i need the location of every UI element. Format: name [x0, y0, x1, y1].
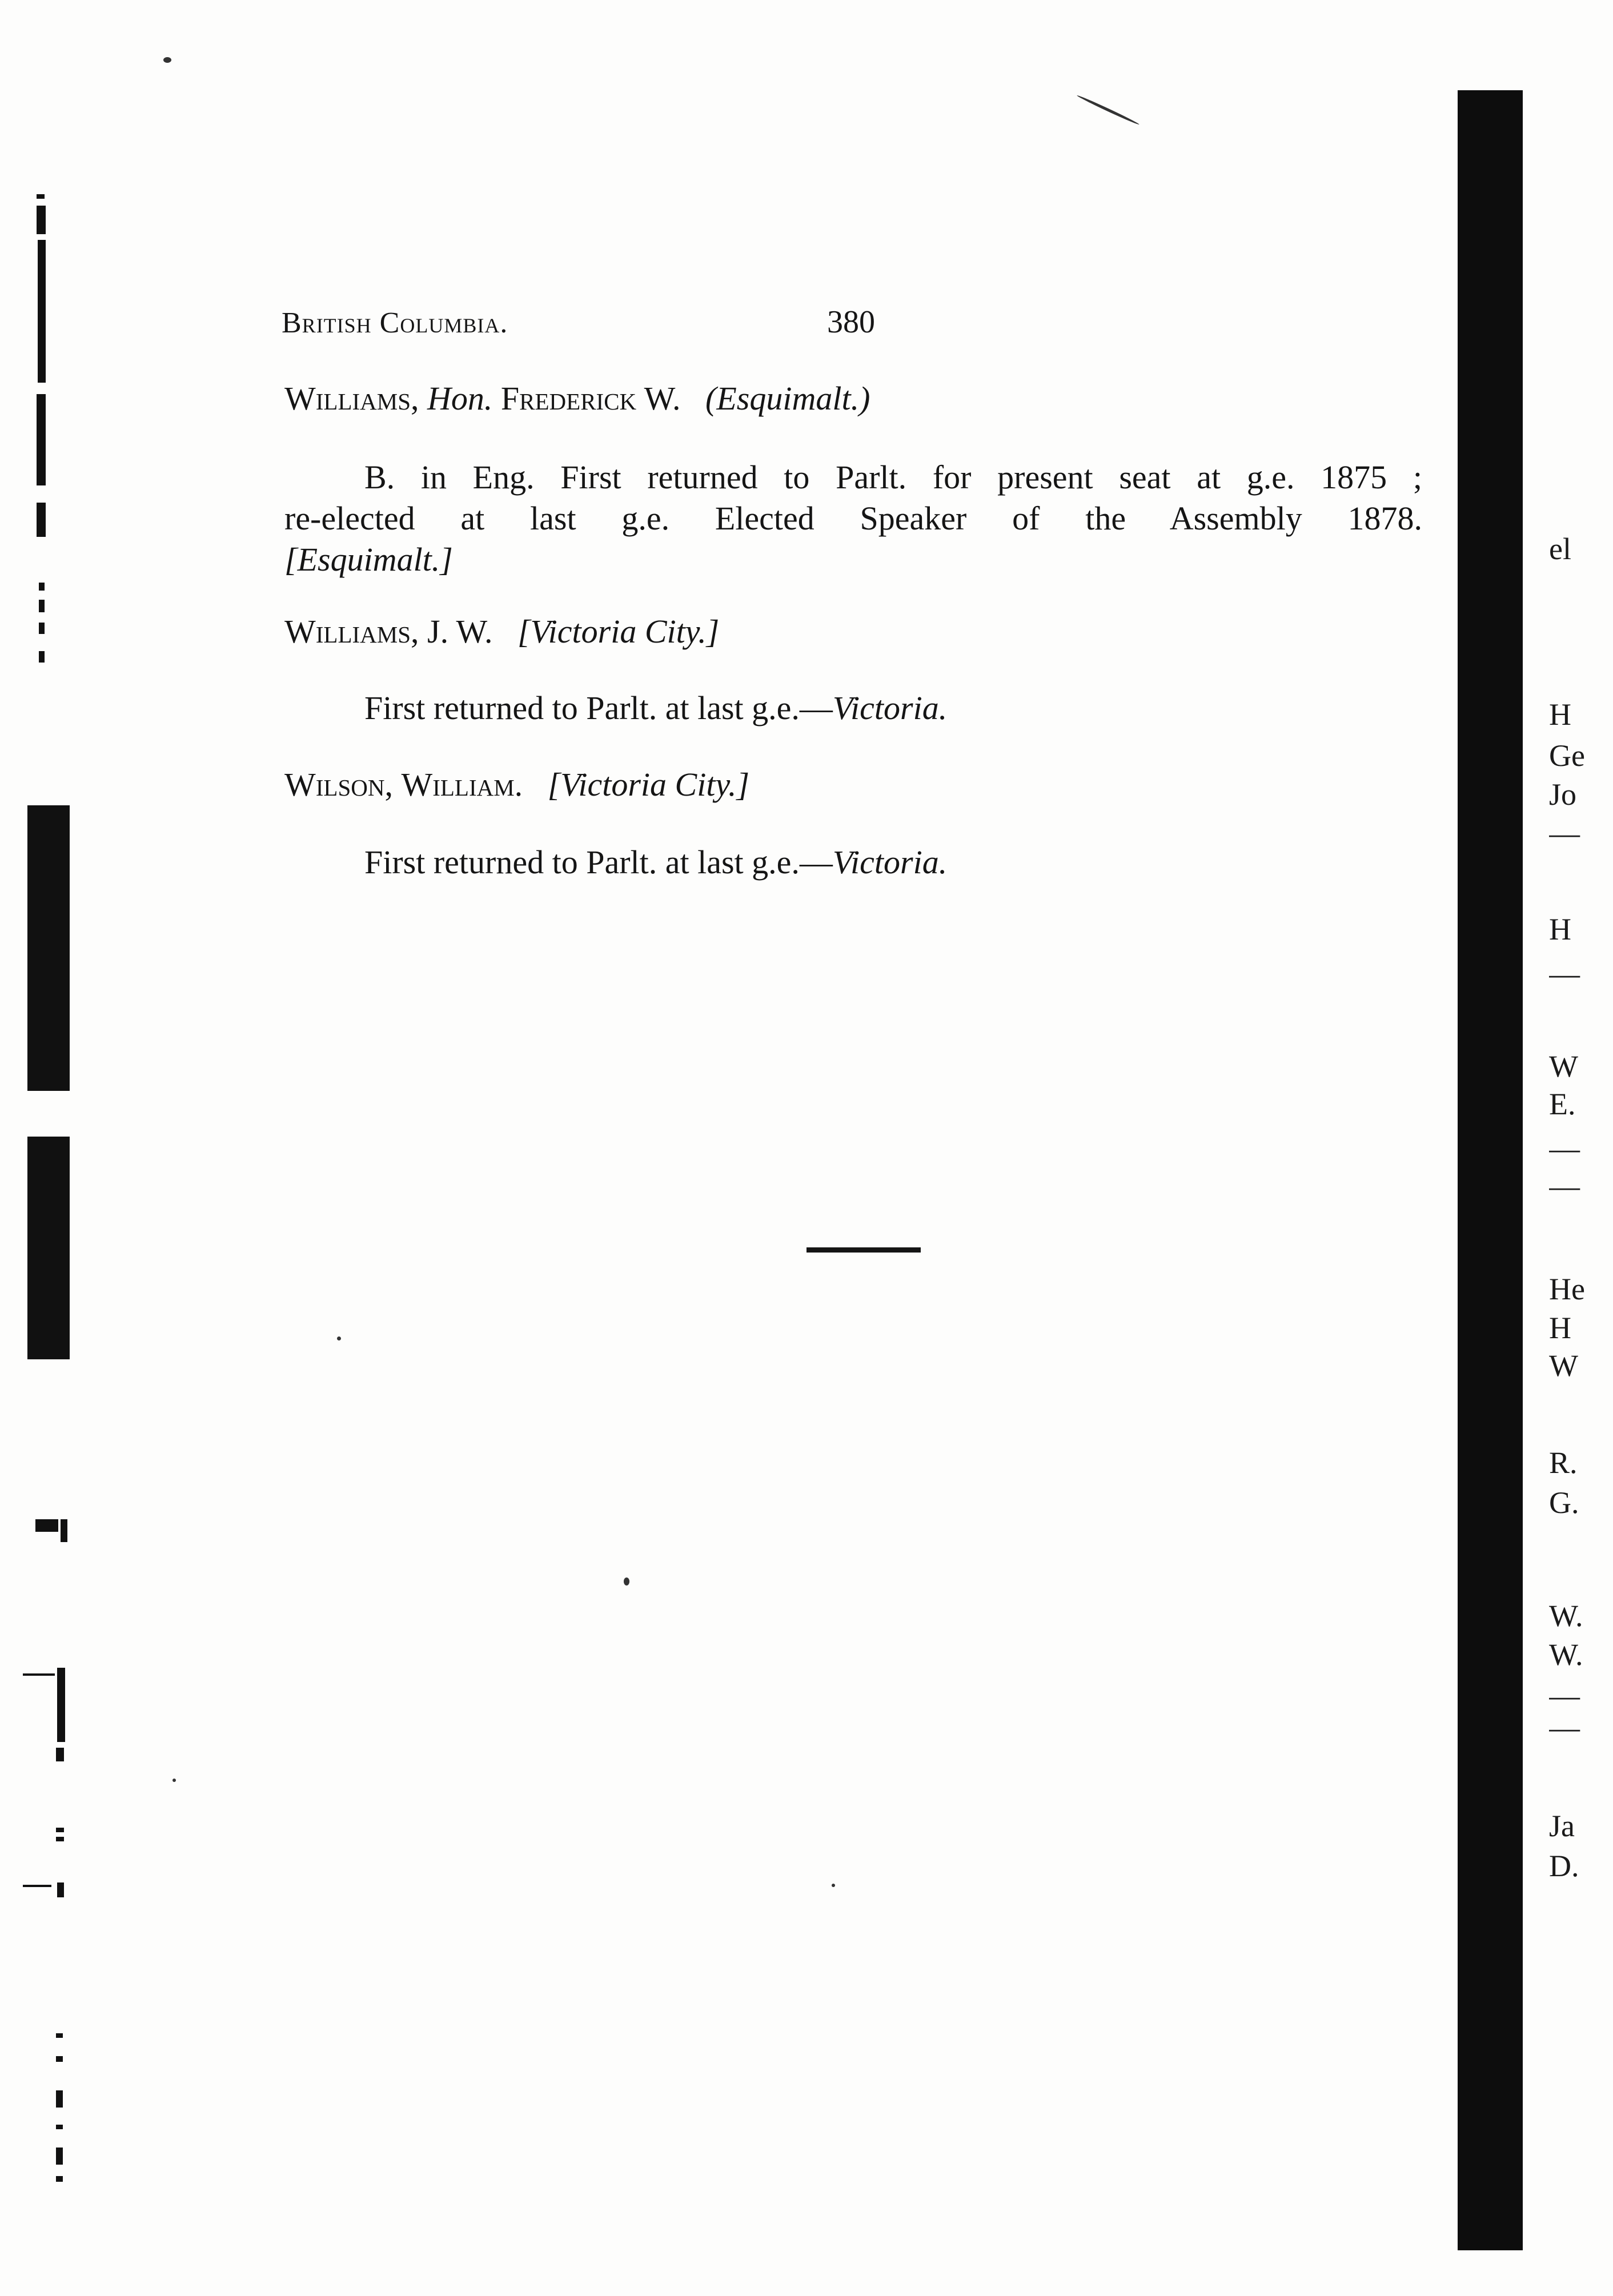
scan-speck — [163, 57, 171, 63]
fragment-text: H — [1549, 912, 1571, 946]
entry-heading — [284, 765, 749, 804]
fragment-text: — — [1549, 1711, 1580, 1745]
fragment-text: H — [1549, 697, 1571, 732]
scan-speck — [172, 1779, 176, 1782]
fragment-text: W. — [1549, 1637, 1583, 1672]
entry-body — [284, 688, 1427, 729]
entry-given-name: William. — [401, 766, 523, 803]
scan-speck — [337, 1336, 341, 1340]
fragment-text: D. — [1549, 1849, 1579, 1883]
entry-surname: Wilson, — [284, 766, 393, 803]
fragment-text: Ge — [1549, 738, 1585, 773]
running-head: British Columbia. — [282, 307, 508, 339]
entry-body-place: Victoria. — [832, 689, 948, 726]
adjacent-page-fragments — [1549, 0, 1613, 2296]
fragment-text: He — [1549, 1272, 1585, 1306]
entry-surname: Williams, — [284, 380, 419, 417]
fragment-text: W — [1549, 1348, 1578, 1383]
section-rule — [807, 1247, 921, 1253]
fragment-text: el — [1549, 532, 1571, 566]
fragment-text: R. — [1549, 1446, 1578, 1480]
fragment-text: G. — [1549, 1486, 1579, 1520]
entry-body-line — [284, 688, 1427, 729]
entry-body-text: First returned to Parlt. at last g.e.— — [364, 689, 833, 726]
entry-heading — [284, 379, 870, 418]
entry-heading — [284, 612, 719, 651]
entry-constituency: (Esquimalt.) — [705, 380, 870, 417]
entry-body-line: [Esquimalt.] — [284, 541, 453, 578]
entry-body-line: re-elected at last g.e. Elected Speaker of the Assembly 1878. — [284, 500, 1422, 537]
entry-body — [284, 457, 1427, 580]
fragment-text: E. — [1549, 1087, 1576, 1121]
fragment-text: Ja — [1549, 1809, 1575, 1843]
fragment-text: — — [1549, 1131, 1580, 1166]
scan-speck — [832, 1884, 835, 1887]
fragment-text: — — [1549, 957, 1580, 991]
fragment-text: W — [1549, 1049, 1578, 1083]
binding-gutter — [1458, 90, 1523, 2250]
left-margin-scan-artifacts — [23, 0, 86, 2296]
fragment-text: — — [1549, 1679, 1580, 1713]
entry-surname: Williams, — [284, 613, 419, 650]
entry-body-line: B. in Eng. First returned to Parlt. for present seat at g.e. 1875 ; — [364, 459, 1422, 496]
entry-given-name: Frederick W. — [500, 380, 681, 417]
fragment-text: Jo — [1549, 777, 1577, 812]
entry-title: Hon. — [427, 380, 493, 417]
fragment-text: — — [1549, 1169, 1580, 1203]
fragment-text: — — [1549, 816, 1580, 850]
fragment-text: H — [1549, 1311, 1571, 1345]
page-number: 380 — [827, 304, 875, 340]
scan-speck — [624, 1578, 629, 1585]
fragment-text: W. — [1549, 1599, 1583, 1633]
entry-body-line — [284, 842, 1427, 883]
entry-body — [284, 842, 1427, 883]
entry-constituency: [Victoria City.] — [517, 613, 720, 650]
entry-given-name: J. W. — [427, 613, 493, 650]
entry-constituency: [Victoria City.] — [547, 766, 750, 803]
entry-body-text: First returned to Parlt. at last g.e.— — [364, 844, 833, 881]
entry-body-place: Victoria. — [832, 844, 948, 881]
